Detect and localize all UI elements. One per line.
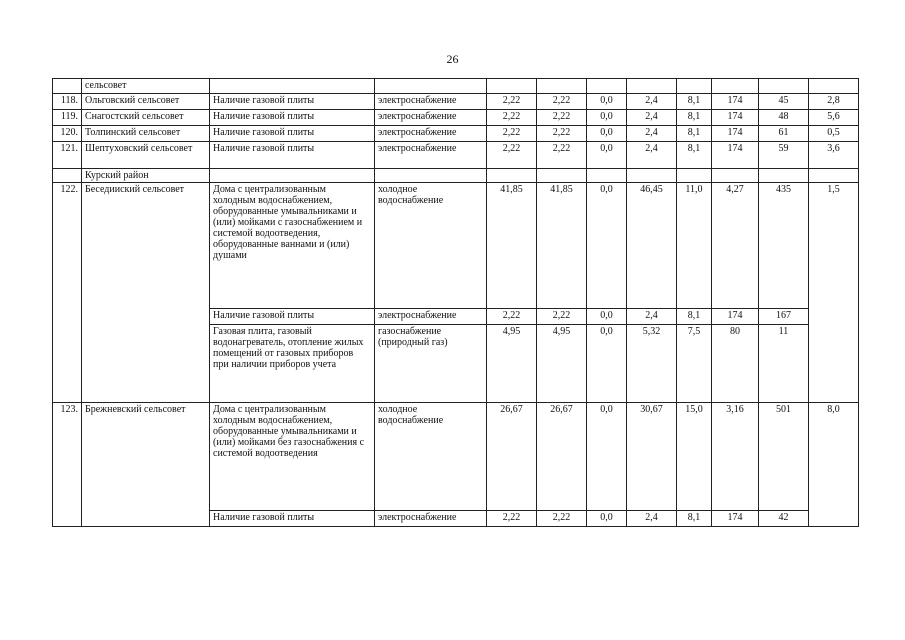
- table-row: [53, 94, 859, 110]
- row-index: 123.: [53, 403, 82, 527]
- value-cell: 2,8: [809, 94, 859, 110]
- row-index: 120.: [53, 126, 82, 142]
- value-cell: 8,0: [809, 403, 859, 527]
- value-cell: 2,22: [487, 142, 537, 169]
- district-name: Курский район: [82, 169, 210, 183]
- desc-cell: Наличие газовой плиты: [210, 511, 375, 527]
- value-cell: 2,22: [487, 309, 537, 325]
- value-cell: 2,22: [537, 110, 587, 126]
- service-cell: электроснабжение: [375, 110, 487, 126]
- value-cell: 8,1: [677, 142, 712, 169]
- value-cell: 2,4: [627, 511, 677, 527]
- value-cell: 174: [712, 94, 759, 110]
- row-index: 119.: [53, 110, 82, 126]
- page-number: 26: [446, 52, 459, 66]
- row-index: 118.: [53, 94, 82, 110]
- value-cell: 2,4: [627, 126, 677, 142]
- value-cell: 8,1: [677, 110, 712, 126]
- service-cell: газоснабжение (природный газ): [375, 325, 487, 403]
- value-cell: 4,95: [487, 325, 537, 403]
- value-cell: 11,0: [677, 183, 712, 309]
- value-cell: 26,67: [537, 403, 587, 511]
- value-cell: 174: [712, 511, 759, 527]
- name-cell: Шептуховский сельсовет: [82, 142, 210, 169]
- value-cell: 5,6: [809, 110, 859, 126]
- value-cell: 0,0: [587, 325, 627, 403]
- desc-cell: Наличие газовой плиты: [210, 126, 375, 142]
- value-cell: 45: [759, 94, 809, 110]
- row-index: 122.: [53, 183, 82, 403]
- table-row: [53, 183, 859, 309]
- value-cell: 0,0: [587, 126, 627, 142]
- table-row: [53, 403, 859, 511]
- value-cell: 174: [712, 126, 759, 142]
- value-cell: 4,95: [537, 325, 587, 403]
- value-cell: 8,1: [677, 94, 712, 110]
- desc-cell: Газовая плита, газовый водонагреватель, отопление жилых помещений от газовых приборов при наличии приборов учета: [210, 325, 375, 403]
- value-cell: 167: [759, 309, 809, 325]
- name-cell: Снагостский сельсовет: [82, 110, 210, 126]
- service-cell: холодное водоснабжение: [375, 403, 487, 511]
- value-cell: 0,0: [587, 94, 627, 110]
- district-row: [53, 169, 859, 183]
- value-cell: 501: [759, 403, 809, 511]
- value-cell: 59: [759, 142, 809, 169]
- desc-cell: Наличие газовой плиты: [210, 94, 375, 110]
- desc-cell: Дома с централизованным холодным водоснабжением, оборудованные умывальниками и (или) мойками без газоснабжения с системой водоотведения: [210, 403, 375, 511]
- value-cell: 26,67: [487, 403, 537, 511]
- value-cell: 0,0: [587, 511, 627, 527]
- service-cell: электроснабжение: [375, 511, 487, 527]
- value-cell: 1,5: [809, 183, 859, 403]
- tariff-table: [52, 78, 859, 527]
- value-cell: 2,22: [537, 511, 587, 527]
- value-cell: 11: [759, 325, 809, 403]
- value-cell: 4,27: [712, 183, 759, 309]
- value-cell: 2,22: [537, 126, 587, 142]
- name-cell: Брежневский сельсовет: [82, 403, 210, 527]
- service-cell: холодное водоснабжение: [375, 183, 487, 309]
- value-cell: 15,0: [677, 403, 712, 511]
- value-cell: 0,0: [587, 309, 627, 325]
- value-cell: 2,22: [487, 126, 537, 142]
- service-cell: электроснабжение: [375, 94, 487, 110]
- value-cell: 2,4: [627, 142, 677, 169]
- name-cell: Толпинский сельсовет: [82, 126, 210, 142]
- value-cell: 48: [759, 110, 809, 126]
- table-row: [53, 110, 859, 126]
- value-cell: 0,5: [809, 126, 859, 142]
- value-cell: 8,1: [677, 511, 712, 527]
- value-cell: 0,0: [587, 142, 627, 169]
- value-cell: 8,1: [677, 126, 712, 142]
- name-cell: Беседииский сельсовет: [82, 183, 210, 403]
- value-cell: 41,85: [487, 183, 537, 309]
- table-row: [53, 126, 859, 142]
- value-cell: 0,0: [587, 403, 627, 511]
- value-cell: 2,4: [627, 309, 677, 325]
- name-cell: сельсовет: [82, 79, 210, 94]
- value-cell: 2,4: [627, 110, 677, 126]
- value-cell: 174: [712, 309, 759, 325]
- value-cell: 3,6: [809, 142, 859, 169]
- service-cell: электроснабжение: [375, 126, 487, 142]
- value-cell: 41,85: [537, 183, 587, 309]
- value-cell: 61: [759, 126, 809, 142]
- value-cell: 2,22: [487, 110, 537, 126]
- desc-cell: Наличие газовой плиты: [210, 142, 375, 169]
- desc-cell: Дома с централизованным холодным водоснабжением, оборудованные умывальниками и (или) мойками с газоснабжением и системой водоотведения, оборудованные ваннами и (или) душами: [210, 183, 375, 309]
- value-cell: 174: [712, 110, 759, 126]
- value-cell: 5,32: [627, 325, 677, 403]
- value-cell: 42: [759, 511, 809, 527]
- value-cell: 46,45: [627, 183, 677, 309]
- value-cell: 7,5: [677, 325, 712, 403]
- desc-cell: Наличие газовой плиты: [210, 309, 375, 325]
- value-cell: 8,1: [677, 309, 712, 325]
- value-cell: 0,0: [587, 110, 627, 126]
- value-cell: 2,22: [537, 309, 587, 325]
- value-cell: 2,22: [487, 511, 537, 527]
- desc-cell: Наличие газовой плиты: [210, 110, 375, 126]
- row-index: 121.: [53, 142, 82, 169]
- value-cell: 0,0: [587, 183, 627, 309]
- value-cell: 30,67: [627, 403, 677, 511]
- value-cell: 3,16: [712, 403, 759, 511]
- table-row: [53, 79, 859, 94]
- value-cell: 2,22: [537, 94, 587, 110]
- value-cell: 80: [712, 325, 759, 403]
- service-cell: электроснабжение: [375, 142, 487, 169]
- value-cell: 2,22: [537, 142, 587, 169]
- value-cell: 2,4: [627, 94, 677, 110]
- value-cell: 2,22: [487, 94, 537, 110]
- value-cell: 435: [759, 183, 809, 309]
- value-cell: 174: [712, 142, 759, 169]
- service-cell: электроснабжение: [375, 309, 487, 325]
- table-row: [53, 142, 859, 169]
- name-cell: Ольговский сельсовет: [82, 94, 210, 110]
